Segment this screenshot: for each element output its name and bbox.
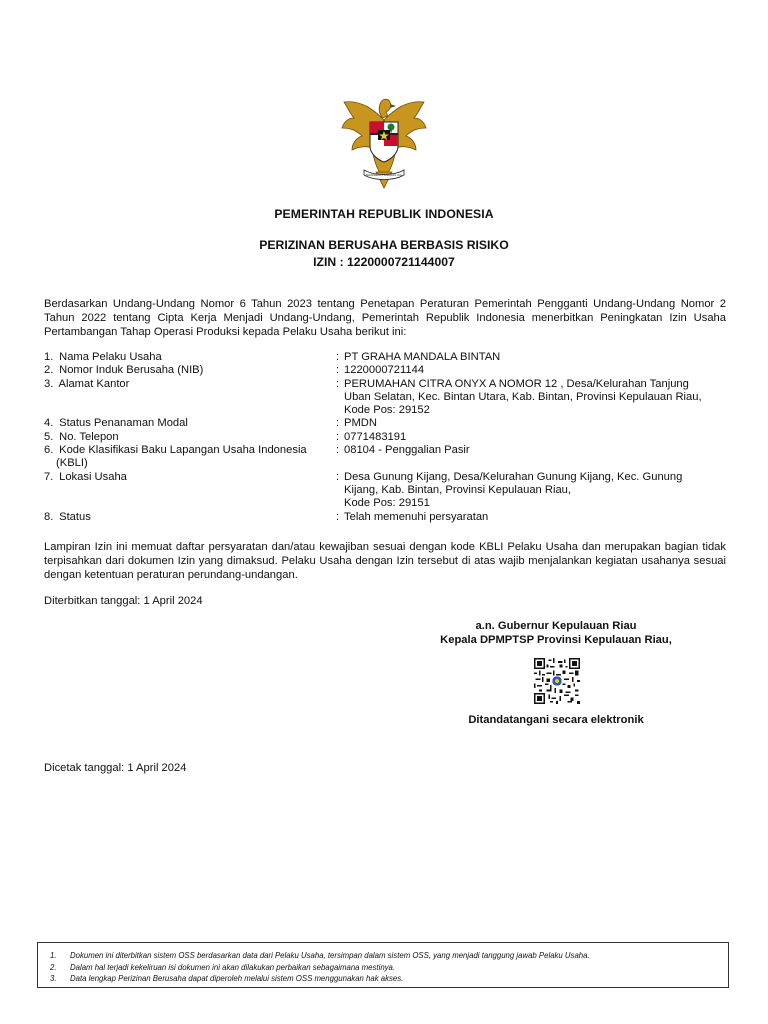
field-value-line: 1220000721144 [344, 364, 425, 377]
field-value-cell [336, 351, 734, 364]
field-value [344, 444, 734, 471]
field-number: 7. [44, 470, 54, 483]
field-row [44, 364, 734, 377]
government-heading: PEMERINTAH REPUBLIK INDONESIA [274, 207, 494, 221]
field-value-line: PT GRAHA MANDALA BINTAN [344, 351, 501, 363]
field-colon: : [336, 377, 340, 390]
document-title: PERIZINAN BERUSAHA BERBASIS RISIKO [259, 238, 509, 252]
issued-date: Diterbitkan tanggal: 1 April 2024 [44, 595, 203, 607]
footer-note-text: Dalam hal terjadi kekeliruan isi dokumen ini akan dilakukan perbaikan sebagaimana mestinya. [70, 962, 396, 972]
field-label [44, 511, 336, 524]
signatory-line-1: a.n. Gubernur Kepulauan Riau [475, 620, 637, 632]
field-value-line: Desa Gunung Kijang, Desa/Kelurahan Gunung Kijang, Kec. Gunung [344, 470, 683, 483]
field-row [44, 471, 734, 511]
garuda-emblem-icon [334, 92, 434, 192]
field-value-cell [336, 511, 734, 524]
field-label-text: Lokasi Usaha [56, 470, 127, 483]
field-label [44, 351, 336, 364]
field-value [344, 417, 734, 430]
field-label [44, 471, 336, 511]
field-label [44, 444, 336, 471]
business-details-list [44, 351, 734, 524]
field-label-text: Status Penanaman Modal [56, 417, 188, 430]
electronic-signature-note: Ditandatangani secara elektronik [468, 714, 644, 726]
footer-note-text: Dokumen ini diterbitkan sistem OSS berdasarkan data dari Pelaku Usaha, tersimpan dalam sistem OSS, yang menjadi tanggung jawab Pelaku Usaha. [70, 951, 590, 960]
field-value [344, 378, 734, 418]
footer-note-text: Data lengkap Perizinan Berusaha dapat diperoleh melalui sistem OSS menggunakan hak akses. [70, 974, 404, 984]
footer-note [50, 950, 720, 962]
field-label [44, 417, 336, 430]
field-value-line: 0771483191 [344, 430, 407, 443]
field-colon: : [336, 364, 340, 377]
field-value-line: Kode Pos: 29152 [344, 404, 430, 417]
field-value-cell [336, 431, 734, 444]
license-number: IZIN : 1220000721144007 [313, 255, 455, 269]
field-value-line: PMDN [344, 417, 377, 430]
field-value-line: Kode Pos: 29151 [344, 497, 430, 510]
field-value-line [344, 457, 734, 470]
field-value-line: PERUMAHAN CITRA ONYX A NOMOR 12 , Desa/Kelurahan Tanjung [344, 377, 689, 390]
field-value [344, 471, 734, 511]
footer-note [50, 973, 720, 985]
field-label-text: Kode Klasifikasi Baku Lapangan Usaha Indonesia [56, 444, 307, 457]
attachment-paragraph: Lampiran Izin ini memuat daftar persyaratan dan/atau kewajiban sesuai dengan kode KBLI Pelaku Usaha dan merupakan bagian tidak terpisahkan dari dokumen Izin yang dimaksud. Pelaku Usaha dengan Izin tersebut di atas wajib menjalankan kegiatan usahanya sesuai dengan ketentuan peraturan perundang-undangan. [44, 541, 726, 581]
field-value-line: Kijang, Kab. Bintan, Provinsi Kepulauan Riau, [344, 483, 572, 496]
footer-note [50, 962, 720, 974]
field-value-cell [336, 364, 734, 377]
field-label-text: Nomor Induk Berusaha (NIB) [56, 364, 204, 377]
field-value [344, 431, 734, 444]
field-value-line: Uban Selatan, Kec. Bintan Utara, Kab. Bintan, Provinsi Kepulauan Riau, [344, 390, 702, 403]
field-number: 2. [44, 364, 54, 377]
signatory-line-2: Kepala DPMPTSP Provinsi Kepulauan Riau, [440, 634, 672, 646]
footer-note-number: 1. [50, 951, 57, 960]
footer-note-number: 2. [50, 962, 57, 972]
field-colon: : [336, 470, 340, 483]
emblem-motto: BHINNEKA TUNGGAL IKA [365, 173, 403, 178]
field-row [44, 351, 734, 364]
field-row [44, 444, 734, 471]
field-value-line: Telah memenuhi persyaratan [344, 510, 489, 523]
field-number: 5. [44, 430, 54, 443]
field-value [344, 351, 734, 364]
footer-note-number: 3. [50, 974, 57, 984]
field-number: 6. [44, 444, 54, 457]
field-label [44, 364, 336, 377]
field-value-cell [336, 417, 734, 430]
field-label-text: Alamat Kantor [56, 377, 130, 390]
field-number: 8. [44, 510, 54, 523]
field-colon: : [336, 510, 340, 523]
footer-notes-box [37, 942, 729, 988]
field-value [344, 511, 734, 524]
field-value-cell [336, 444, 734, 471]
field-label-text: Status [56, 510, 91, 523]
field-value-cell [336, 378, 734, 418]
field-value [344, 364, 734, 377]
field-number: 3. [44, 377, 54, 390]
field-number: 1. [44, 351, 54, 363]
field-label-text: No. Telepon [56, 430, 119, 443]
field-row [44, 511, 734, 524]
field-colon: : [336, 444, 340, 457]
field-colon: : [336, 351, 340, 363]
field-label-continuation: (KBLI) [56, 457, 88, 470]
intro-paragraph: Berdasarkan Undang-Undang Nomor 6 Tahun 2023 tentang Penetapan Peraturan Pemerintah Pengganti Undang-Undang Nomor 2 Tahun 2022 tentang Cipta Kerja Menjadi Undang-Undang, Pemerintah Republik Indonesia menerbitkan Peningkatan Izin Usaha Pertambangan Tahap Operasi Produksi kepada Pelaku Usaha berikut ini: [44, 298, 726, 338]
field-colon: : [336, 430, 340, 443]
qr-code-icon [534, 658, 580, 704]
field-label [44, 378, 336, 418]
field-value-line: 08104 - Penggalian Pasir [344, 444, 470, 457]
field-row [44, 378, 734, 418]
field-number: 4. [44, 417, 54, 430]
field-colon: : [336, 417, 340, 430]
field-label-text: Nama Pelaku Usaha [56, 351, 162, 363]
printed-date: Dicetak tanggal: 1 April 2024 [44, 762, 187, 774]
field-row [44, 431, 734, 444]
field-value-cell [336, 471, 734, 511]
field-row [44, 417, 734, 430]
field-label [44, 431, 336, 444]
